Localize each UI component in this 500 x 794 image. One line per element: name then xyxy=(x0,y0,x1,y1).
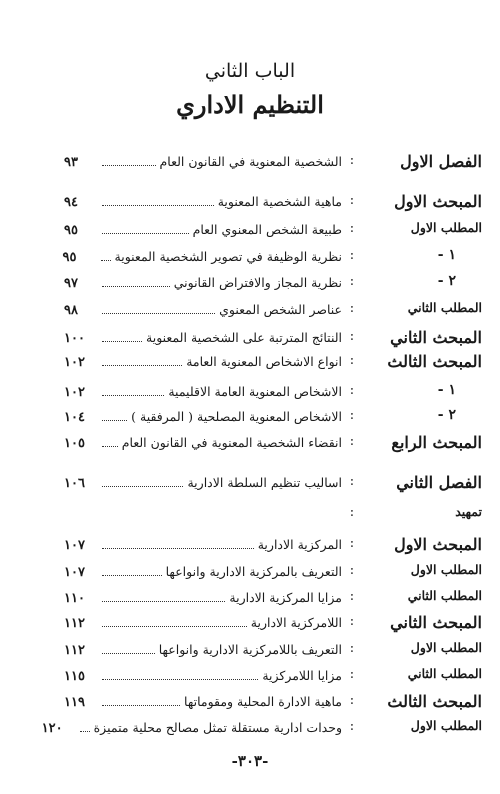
dot-leader xyxy=(102,233,189,234)
toc-entry-title: المركزية الادارية xyxy=(257,537,342,552)
dot-leader xyxy=(102,395,164,396)
toc-separator: : xyxy=(349,589,355,604)
toc-entry xyxy=(0,150,500,174)
toc-page-number: ١٠٦ xyxy=(64,476,85,491)
toc-entry-line xyxy=(64,405,342,427)
dot-leader xyxy=(102,313,215,314)
toc-entry-label: المطلب الثاني xyxy=(407,666,482,681)
toc-entry xyxy=(0,560,500,584)
toc-separator: : xyxy=(349,667,355,682)
toc-entry-title: التعريف باللامركزية الادارية وانواعها xyxy=(158,642,342,657)
dot-leader xyxy=(102,575,162,576)
toc-entry-label: المبحث الثاني xyxy=(390,613,482,632)
toc-entry xyxy=(0,298,500,322)
toc-entry xyxy=(0,471,500,495)
toc-entry-title: وحدات ادارية مستقلة تمثل مصالح محلية متميزة xyxy=(93,720,342,735)
toc-page-number: ١٠٧ xyxy=(64,565,85,580)
toc-page-number: ٩٣ xyxy=(64,155,78,170)
toc-separator: : xyxy=(349,153,355,168)
toc-separator: : xyxy=(349,719,355,734)
toc-page-number: ٩٤ xyxy=(64,195,78,210)
toc-separator: : xyxy=(349,221,355,236)
dot-leader xyxy=(102,165,156,166)
toc-entry xyxy=(0,664,500,688)
dot-leader xyxy=(102,486,183,487)
toc-entry xyxy=(0,716,500,740)
toc-entry-title: اساليب تنظيم السلطة الادارية xyxy=(187,475,342,490)
part-title: الباب الثاني xyxy=(204,60,296,82)
toc-entry xyxy=(0,350,500,374)
dot-leader xyxy=(102,341,142,342)
toc-entry-line xyxy=(64,560,342,582)
toc-entry-line xyxy=(64,326,342,348)
toc-entry xyxy=(0,380,500,404)
dot-leader xyxy=(102,626,247,627)
toc-page-number: ١١٩ xyxy=(64,695,85,710)
toc-entry-label: المطلب الثاني xyxy=(407,588,482,603)
dot-leader xyxy=(101,260,111,261)
dot-leader xyxy=(102,365,182,366)
toc-page-number: ٩٥ xyxy=(62,250,77,265)
toc-entry-line xyxy=(64,471,342,493)
toc-entry xyxy=(0,271,500,295)
toc-entry-line xyxy=(62,245,342,267)
toc-entry-label: المطلب الاول xyxy=(410,718,482,733)
toc-page-number: ١١٢ xyxy=(64,643,85,658)
toc-separator: : xyxy=(349,536,355,551)
toc-entry-line xyxy=(64,271,342,293)
toc-separator: : xyxy=(349,301,355,316)
toc-entry-title: الاشخاص المعنوية العامة الاقليمية xyxy=(168,384,342,399)
toc-page-number: ١٠٤ xyxy=(64,410,85,425)
toc-entry-line xyxy=(64,611,342,633)
toc-entry xyxy=(0,690,500,714)
toc-entry xyxy=(0,405,500,429)
toc-page-number: ١٠٢ xyxy=(64,355,85,370)
toc-entry-title: مزايا اللامركزية xyxy=(262,668,342,683)
dot-leader xyxy=(102,679,258,680)
dot-leader xyxy=(102,446,118,447)
toc-entry-title: انواع الاشخاص المعنوية العامة xyxy=(186,354,342,369)
toc-page-number: ١١٥ xyxy=(64,669,85,684)
toc-separator: : xyxy=(349,193,355,208)
toc-entry xyxy=(0,586,500,610)
toc-entry-label: الفصل الاول xyxy=(400,152,482,171)
toc-page-number: ٩٧ xyxy=(64,276,78,291)
toc-entry-title: نظرية المجاز والافتراض القانوني xyxy=(173,275,342,290)
toc-separator: : xyxy=(349,474,355,489)
toc-entry-line xyxy=(64,218,342,240)
toc-entry-title: اللامركزية الادارية xyxy=(250,615,342,630)
toc-entry-label: الفصل الثاني xyxy=(396,473,482,492)
toc-entry-line xyxy=(64,533,342,555)
dot-leader xyxy=(80,731,90,732)
toc-entry-line xyxy=(64,190,342,212)
toc-entry-line xyxy=(64,350,342,372)
toc-entry-label: المبحث الرابع xyxy=(391,433,482,452)
dot-leader xyxy=(102,705,180,706)
toc-entry-label: ١ - xyxy=(437,382,456,398)
toc-entry xyxy=(0,245,500,269)
toc-entry-line xyxy=(64,380,342,402)
toc-separator: : xyxy=(349,641,355,656)
toc-entry xyxy=(0,502,500,526)
toc-entry xyxy=(0,431,500,455)
toc-entry-line xyxy=(64,431,342,453)
toc-entry-label: المطلب الاول xyxy=(410,562,482,577)
toc-entry-label: المبحث الاول xyxy=(394,192,482,211)
toc-separator: : xyxy=(349,614,355,629)
toc-entry-label: المبحث الاول xyxy=(394,535,482,554)
toc-entry-line xyxy=(64,586,342,608)
toc-entry-title: الاشخاص المعنوية المصلحية ( المرفقية ) xyxy=(131,409,342,424)
toc-page-number: ٩٥ xyxy=(64,223,78,238)
toc-entry-label: المطلب الاول xyxy=(410,640,482,655)
toc-separator: : xyxy=(349,693,355,708)
toc-entry-title: ماهية الادارة المحلية ومقوماتها xyxy=(184,694,342,709)
toc-entry-title: ماهية الشخصية المعنوية xyxy=(217,194,342,209)
toc-entry-title: النتائج المترتبة على الشخصية المعنوية xyxy=(146,330,342,345)
toc-page-number: ١٠٥ xyxy=(64,436,85,451)
toc-entry-title: مزايا المركزية الادارية xyxy=(229,590,342,605)
toc-separator: : xyxy=(349,505,355,520)
toc-entry-title: الشخصية المعنوية في القانون العام xyxy=(159,154,342,169)
dot-leader xyxy=(102,205,214,206)
toc-entry-label: تمهيد xyxy=(455,504,482,519)
dot-leader xyxy=(102,548,254,549)
toc-page-number: ١٠٠ xyxy=(64,331,85,346)
toc-entry-label: ٢ - xyxy=(437,273,456,289)
toc-entry-label: المطلب الثاني xyxy=(407,300,482,315)
toc-entry-label: ١ - xyxy=(437,247,456,263)
dot-leader xyxy=(102,286,170,287)
toc-entry-label: المبحث الثالث xyxy=(387,352,482,371)
toc-entry-line xyxy=(64,298,342,320)
toc-entry-line xyxy=(41,716,342,738)
dot-leader xyxy=(102,601,225,602)
toc-entry-line xyxy=(64,150,342,172)
toc-entry xyxy=(0,611,500,635)
toc-entry-title: عناصر الشخص المعنوي xyxy=(219,302,342,317)
toc-page-number: ١١٢ xyxy=(64,616,85,631)
toc-separator: : xyxy=(349,408,355,423)
toc-entry-title: التعريف بالمركزية الادارية وانواعها xyxy=(165,564,342,579)
toc-page-number: ١٠٢ xyxy=(64,385,85,400)
toc-page-number: ٩٨ xyxy=(64,303,78,318)
toc-separator: : xyxy=(349,329,355,344)
toc-page-number: ١٠٧ xyxy=(64,538,85,553)
toc-entry xyxy=(0,190,500,214)
toc-entry-line xyxy=(64,690,342,712)
toc-separator: : xyxy=(349,353,355,368)
toc-entry-title: طبيعة الشخص المعنوي العام xyxy=(192,222,342,237)
toc-separator: : xyxy=(349,274,355,289)
toc-entry-line xyxy=(64,664,342,686)
toc-entry-label: ٢ - xyxy=(437,407,456,423)
toc-entry-title: نظرية الوظيفة في تصوير الشخصية المعنوية xyxy=(114,249,342,264)
toc-separator: : xyxy=(349,383,355,398)
dot-leader xyxy=(102,653,155,654)
toc-entry xyxy=(0,533,500,557)
dot-leader xyxy=(102,420,127,421)
toc-entry-label: المطلب الاول xyxy=(410,220,482,235)
toc-separator: : xyxy=(349,248,355,263)
page-number: -٣٠٣- xyxy=(231,752,269,770)
toc-entry xyxy=(0,218,500,242)
toc-entry-label: المبحث الثالث xyxy=(387,692,482,711)
toc-entry xyxy=(0,326,500,350)
toc-entry-label: المبحث الثاني xyxy=(390,328,482,347)
toc-separator: : xyxy=(349,563,355,578)
toc-separator: : xyxy=(349,434,355,449)
toc-entry xyxy=(0,638,500,662)
toc-entry-line xyxy=(64,638,342,660)
toc-page-number: ١١٠ xyxy=(64,591,85,606)
toc-entry-title: انقضاء الشخصية المعنوية في القانون العام xyxy=(121,435,342,450)
toc-page-number: ١٢٠ xyxy=(41,721,63,736)
part-subtitle: التنظيم الاداري xyxy=(176,90,324,119)
